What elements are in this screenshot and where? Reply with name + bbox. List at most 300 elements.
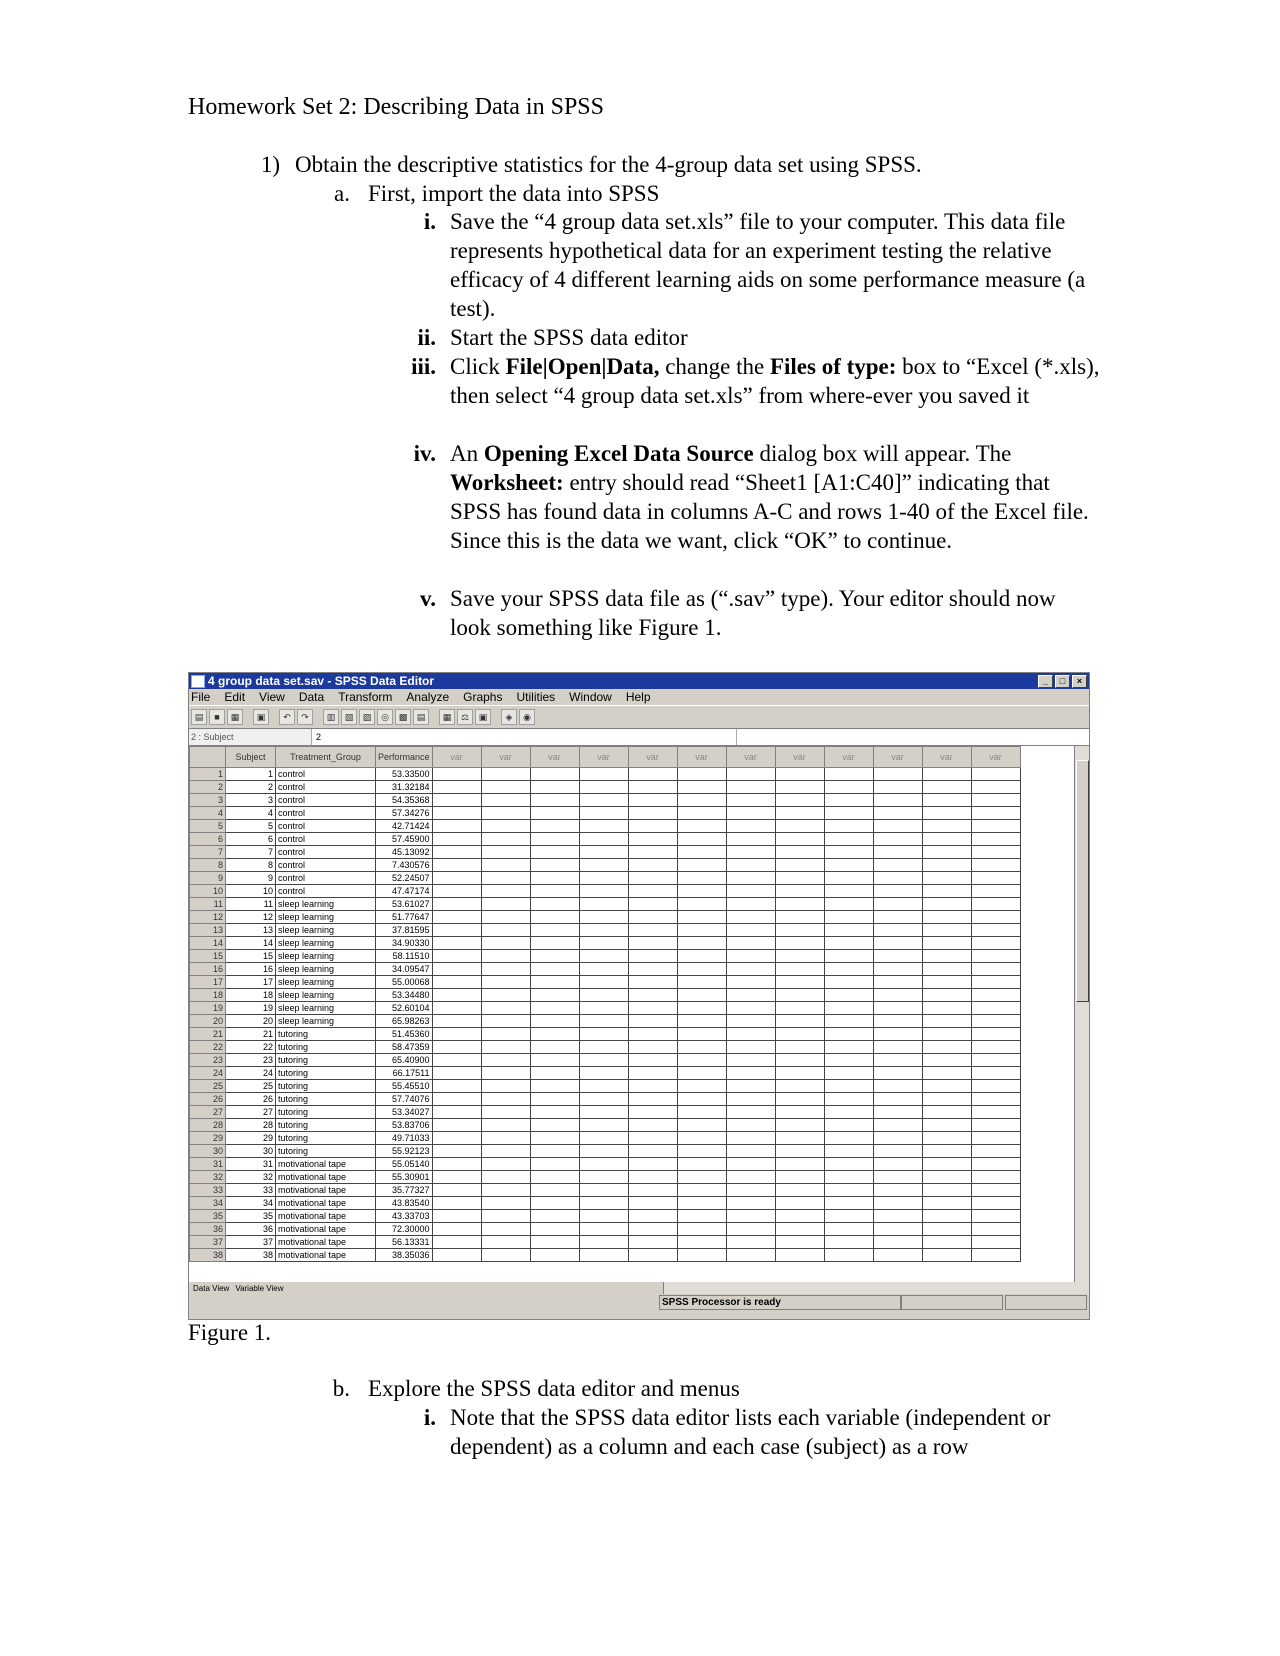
cell-subject[interactable]: 7 [226,846,276,859]
empty-cell[interactable] [824,1197,873,1210]
empty-cell[interactable] [775,1015,824,1028]
empty-cell[interactable] [628,1158,677,1171]
cell-treatment-group[interactable]: sleep learning [276,1002,376,1015]
cell-subject[interactable]: 22 [226,1041,276,1054]
row-number[interactable]: 33 [190,1184,226,1197]
empty-cell[interactable] [481,924,530,937]
row-number[interactable]: 9 [190,872,226,885]
cell-performance[interactable]: 34.90330 [376,937,433,950]
empty-cell[interactable] [432,950,481,963]
empty-cell[interactable] [677,859,726,872]
empty-cell[interactable] [971,859,1020,872]
empty-cell[interactable] [824,1236,873,1249]
empty-cell[interactable] [481,937,530,950]
cell-treatment-group[interactable]: sleep learning [276,924,376,937]
row-number[interactable]: 3 [190,794,226,807]
cell-performance[interactable]: 38.35036 [376,1249,433,1262]
empty-cell[interactable] [971,924,1020,937]
empty-cell[interactable] [530,976,579,989]
cell-subject[interactable]: 38 [226,1249,276,1262]
empty-cell[interactable] [775,1236,824,1249]
empty-cell[interactable] [873,820,922,833]
empty-cell[interactable] [873,768,922,781]
empty-cell[interactable] [873,950,922,963]
empty-cell[interactable] [579,963,628,976]
empty-cell[interactable] [628,898,677,911]
row-number[interactable]: 6 [190,833,226,846]
cell-performance[interactable]: 57.45900 [376,833,433,846]
empty-cell[interactable] [922,1106,971,1119]
empty-cell[interactable] [726,898,775,911]
empty-cell[interactable] [579,794,628,807]
select-cases-icon[interactable]: ▣ [475,709,491,725]
empty-cell[interactable] [922,1158,971,1171]
row-number[interactable]: 36 [190,1223,226,1236]
empty-cell[interactable] [971,1184,1020,1197]
empty-cell[interactable] [922,1119,971,1132]
empty-cell[interactable] [873,781,922,794]
empty-cell[interactable] [432,1249,481,1262]
scroll-thumb[interactable] [1076,760,1089,1002]
empty-cell[interactable] [432,1171,481,1184]
empty-cell[interactable] [726,976,775,989]
empty-cell[interactable] [873,1132,922,1145]
empty-cell[interactable] [873,1223,922,1236]
empty-cell[interactable] [677,846,726,859]
empty-cell[interactable] [628,989,677,1002]
cell-subject[interactable]: 15 [226,950,276,963]
row-number[interactable]: 14 [190,937,226,950]
empty-cell[interactable] [775,937,824,950]
empty-cell[interactable] [677,963,726,976]
empty-cell[interactable] [922,976,971,989]
empty-cell[interactable] [824,989,873,1002]
menu-utilities[interactable]: Utilities [516,690,556,704]
empty-cell[interactable] [873,794,922,807]
empty-cell[interactable] [628,937,677,950]
empty-cell[interactable] [579,911,628,924]
empty-cell[interactable] [530,1158,579,1171]
menu-data[interactable]: Data [298,690,325,704]
cell-subject[interactable]: 8 [226,859,276,872]
column-header-treatment-group[interactable]: Treatment_Group [276,747,376,768]
empty-cell[interactable] [432,833,481,846]
empty-cell[interactable] [775,794,824,807]
empty-cell[interactable] [775,1041,824,1054]
cell-performance[interactable]: 65.98263 [376,1015,433,1028]
empty-cell[interactable] [922,1015,971,1028]
empty-cell[interactable] [481,911,530,924]
empty-cell[interactable] [677,1067,726,1080]
row-number[interactable]: 15 [190,950,226,963]
empty-cell[interactable] [922,1002,971,1015]
cell-subject[interactable]: 2 [226,781,276,794]
cell-treatment-group[interactable]: motivational tape [276,1184,376,1197]
empty-cell[interactable] [726,859,775,872]
empty-cell[interactable] [677,1236,726,1249]
empty-cell[interactable] [481,885,530,898]
empty-cell[interactable] [726,872,775,885]
empty-cell[interactable] [824,846,873,859]
empty-cell[interactable] [579,1041,628,1054]
row-number[interactable]: 21 [190,1028,226,1041]
empty-cell[interactable] [530,833,579,846]
empty-cell[interactable] [971,1054,1020,1067]
empty-cell[interactable] [726,1223,775,1236]
empty-cell[interactable] [677,833,726,846]
empty-cell[interactable] [775,1054,824,1067]
empty-cell[interactable] [873,1184,922,1197]
empty-cell[interactable] [628,846,677,859]
empty-cell[interactable] [432,1197,481,1210]
empty-cell[interactable] [677,1145,726,1158]
empty-cell[interactable] [579,950,628,963]
cell-treatment-group[interactable]: sleep learning [276,911,376,924]
empty-cell[interactable] [579,1249,628,1262]
cell-subject[interactable]: 34 [226,1197,276,1210]
row-number[interactable]: 12 [190,911,226,924]
empty-cell[interactable] [677,1223,726,1236]
menu-graphs[interactable]: Graphs [463,690,503,704]
empty-cell[interactable] [481,794,530,807]
empty-cell[interactable] [530,807,579,820]
empty-cell[interactable] [922,1145,971,1158]
empty-cell[interactable] [432,1119,481,1132]
cell-treatment-group[interactable]: sleep learning [276,898,376,911]
empty-cell[interactable] [481,1067,530,1080]
empty-cell[interactable] [971,1119,1020,1132]
value-labels-icon[interactable]: ◈ [501,709,517,725]
cell-performance[interactable]: 56.13331 [376,1236,433,1249]
empty-cell[interactable] [873,1236,922,1249]
empty-cell[interactable] [971,1002,1020,1015]
cell-treatment-group[interactable]: control [276,885,376,898]
empty-cell[interactable] [530,1223,579,1236]
cell-performance[interactable]: 34.09547 [376,963,433,976]
cell-value-input[interactable]: 2 [312,729,737,745]
empty-cell[interactable] [530,1067,579,1080]
cell-treatment-group[interactable]: sleep learning [276,937,376,950]
cell-subject[interactable]: 36 [226,1223,276,1236]
empty-cell[interactable] [481,1197,530,1210]
empty-cell[interactable] [922,1041,971,1054]
empty-cell[interactable] [824,1080,873,1093]
empty-cell[interactable] [432,924,481,937]
menu-window[interactable]: Window [569,690,612,704]
empty-cell[interactable] [481,1028,530,1041]
cell-subject[interactable]: 24 [226,1067,276,1080]
cell-performance[interactable]: 43.83540 [376,1197,433,1210]
cell-subject[interactable]: 6 [226,833,276,846]
empty-cell[interactable] [971,1132,1020,1145]
empty-cell[interactable] [530,1171,579,1184]
row-number[interactable]: 20 [190,1015,226,1028]
empty-cell[interactable] [922,820,971,833]
empty-cell[interactable] [726,963,775,976]
empty-cell[interactable] [873,963,922,976]
row-number[interactable]: 13 [190,924,226,937]
empty-cell[interactable] [824,1054,873,1067]
cell-treatment-group[interactable]: motivational tape [276,1223,376,1236]
column-header-var[interactable]: var [432,747,481,768]
cell-performance[interactable]: 65.40900 [376,1054,433,1067]
empty-cell[interactable] [726,846,775,859]
empty-cell[interactable] [432,1028,481,1041]
row-number[interactable]: 24 [190,1067,226,1080]
redo-icon[interactable]: ↷ [297,709,313,725]
empty-cell[interactable] [971,1093,1020,1106]
empty-cell[interactable] [775,1197,824,1210]
row-number[interactable]: 32 [190,1171,226,1184]
row-number[interactable]: 27 [190,1106,226,1119]
empty-cell[interactable] [775,1158,824,1171]
empty-cell[interactable] [824,1158,873,1171]
empty-cell[interactable] [530,1106,579,1119]
empty-cell[interactable] [530,820,579,833]
empty-cell[interactable] [922,924,971,937]
empty-cell[interactable] [530,1184,579,1197]
empty-cell[interactable] [579,1054,628,1067]
empty-cell[interactable] [873,1093,922,1106]
empty-cell[interactable] [628,1197,677,1210]
empty-cell[interactable] [971,846,1020,859]
empty-cell[interactable] [775,963,824,976]
empty-cell[interactable] [579,1197,628,1210]
empty-cell[interactable] [775,989,824,1002]
empty-cell[interactable] [922,885,971,898]
empty-cell[interactable] [530,963,579,976]
cell-subject[interactable]: 17 [226,976,276,989]
empty-cell[interactable] [677,924,726,937]
empty-cell[interactable] [775,976,824,989]
column-header-subject[interactable]: Subject [226,747,276,768]
empty-cell[interactable] [628,1054,677,1067]
empty-cell[interactable] [432,768,481,781]
row-number[interactable]: 1 [190,768,226,781]
empty-cell[interactable] [677,1015,726,1028]
empty-cell[interactable] [971,807,1020,820]
empty-cell[interactable] [971,1145,1020,1158]
empty-cell[interactable] [922,1028,971,1041]
empty-cell[interactable] [873,807,922,820]
empty-cell[interactable] [873,1067,922,1080]
empty-cell[interactable] [824,781,873,794]
empty-cell[interactable] [824,924,873,937]
empty-cell[interactable] [726,924,775,937]
empty-cell[interactable] [922,794,971,807]
vertical-scrollbar[interactable] [1074,746,1089,1282]
empty-cell[interactable] [579,833,628,846]
empty-cell[interactable] [824,950,873,963]
empty-cell[interactable] [481,1080,530,1093]
cell-subject[interactable]: 5 [226,820,276,833]
row-number[interactable]: 35 [190,1210,226,1223]
empty-cell[interactable] [775,1028,824,1041]
empty-cell[interactable] [922,1184,971,1197]
column-header-var[interactable]: var [530,747,579,768]
column-header-var[interactable]: var [873,747,922,768]
empty-cell[interactable] [481,1106,530,1119]
empty-cell[interactable] [971,1015,1020,1028]
cell-performance[interactable]: 66.17511 [376,1067,433,1080]
cell-treatment-group[interactable]: tutoring [276,1067,376,1080]
empty-cell[interactable] [775,846,824,859]
empty-cell[interactable] [579,1002,628,1015]
empty-cell[interactable] [971,1236,1020,1249]
column-header-var[interactable]: var [922,747,971,768]
empty-cell[interactable] [530,1080,579,1093]
empty-cell[interactable] [677,1210,726,1223]
empty-cell[interactable] [824,1015,873,1028]
empty-cell[interactable] [824,1119,873,1132]
empty-cell[interactable] [873,859,922,872]
empty-cell[interactable] [873,833,922,846]
cell-treatment-group[interactable]: sleep learning [276,989,376,1002]
empty-cell[interactable] [873,1041,922,1054]
empty-cell[interactable] [432,1236,481,1249]
row-number[interactable]: 25 [190,1080,226,1093]
empty-cell[interactable] [628,924,677,937]
empty-cell[interactable] [628,781,677,794]
cell-subject[interactable]: 29 [226,1132,276,1145]
empty-cell[interactable] [530,1197,579,1210]
cell-subject[interactable]: 23 [226,1054,276,1067]
empty-cell[interactable] [579,768,628,781]
empty-cell[interactable] [432,976,481,989]
cell-treatment-group[interactable]: control [276,768,376,781]
empty-cell[interactable] [628,1184,677,1197]
empty-cell[interactable] [530,937,579,950]
cell-performance[interactable]: 58.11510 [376,950,433,963]
empty-cell[interactable] [432,1145,481,1158]
empty-cell[interactable] [677,872,726,885]
cell-subject[interactable]: 35 [226,1210,276,1223]
empty-cell[interactable] [775,1249,824,1262]
tab-data-view[interactable]: Data View [193,1283,230,1293]
empty-cell[interactable] [432,781,481,794]
empty-cell[interactable] [628,768,677,781]
empty-cell[interactable] [922,963,971,976]
empty-cell[interactable] [971,1080,1020,1093]
empty-cell[interactable] [481,1184,530,1197]
empty-cell[interactable] [628,1028,677,1041]
empty-cell[interactable] [971,794,1020,807]
menu-edit[interactable]: Edit [224,690,246,704]
empty-cell[interactable] [530,1002,579,1015]
cell-performance[interactable]: 55.00068 [376,976,433,989]
empty-cell[interactable] [432,820,481,833]
cell-subject[interactable]: 27 [226,1106,276,1119]
empty-cell[interactable] [677,911,726,924]
empty-cell[interactable] [481,820,530,833]
empty-cell[interactable] [922,1132,971,1145]
empty-cell[interactable] [432,1210,481,1223]
empty-cell[interactable] [922,1054,971,1067]
cell-treatment-group[interactable]: control [276,794,376,807]
empty-cell[interactable] [677,937,726,950]
empty-cell[interactable] [628,807,677,820]
goto-case-icon[interactable]: ▧ [341,709,357,725]
empty-cell[interactable] [579,976,628,989]
empty-cell[interactable] [579,885,628,898]
empty-cell[interactable] [677,1080,726,1093]
empty-cell[interactable] [824,768,873,781]
empty-cell[interactable] [775,911,824,924]
empty-cell[interactable] [579,1145,628,1158]
empty-cell[interactable] [628,1249,677,1262]
empty-cell[interactable] [726,1067,775,1080]
empty-cell[interactable] [579,1236,628,1249]
empty-cell[interactable] [824,807,873,820]
cell-treatment-group[interactable]: tutoring [276,1041,376,1054]
empty-cell[interactable] [530,1132,579,1145]
empty-cell[interactable] [873,989,922,1002]
empty-cell[interactable] [824,963,873,976]
empty-cell[interactable] [530,989,579,1002]
empty-cell[interactable] [922,1093,971,1106]
empty-cell[interactable] [726,781,775,794]
empty-cell[interactable] [579,1132,628,1145]
empty-cell[interactable] [971,1223,1020,1236]
cell-performance[interactable]: 51.45360 [376,1028,433,1041]
cell-performance[interactable]: 53.83706 [376,1119,433,1132]
empty-cell[interactable] [873,937,922,950]
cell-subject[interactable]: 4 [226,807,276,820]
row-number[interactable]: 11 [190,898,226,911]
row-number[interactable]: 29 [190,1132,226,1145]
empty-cell[interactable] [775,1002,824,1015]
cell-performance[interactable]: 52.60104 [376,1002,433,1015]
empty-cell[interactable] [432,1067,481,1080]
cell-performance[interactable]: 53.61027 [376,898,433,911]
empty-cell[interactable] [432,885,481,898]
empty-cell[interactable] [726,807,775,820]
cell-performance[interactable]: 55.45510 [376,1080,433,1093]
empty-cell[interactable] [824,1041,873,1054]
empty-cell[interactable] [628,885,677,898]
empty-cell[interactable] [530,781,579,794]
empty-cell[interactable] [530,1054,579,1067]
cell-treatment-group[interactable]: sleep learning [276,1015,376,1028]
empty-cell[interactable] [824,1028,873,1041]
row-number[interactable]: 5 [190,820,226,833]
cell-subject[interactable]: 3 [226,794,276,807]
empty-cell[interactable] [922,859,971,872]
empty-cell[interactable] [579,859,628,872]
empty-cell[interactable] [922,1223,971,1236]
cell-treatment-group[interactable]: sleep learning [276,950,376,963]
empty-cell[interactable] [677,1093,726,1106]
empty-cell[interactable] [971,1028,1020,1041]
row-number[interactable]: 22 [190,1041,226,1054]
empty-cell[interactable] [677,950,726,963]
row-number[interactable]: 19 [190,1002,226,1015]
empty-cell[interactable] [481,1002,530,1015]
empty-cell[interactable] [775,885,824,898]
variables-icon[interactable]: ▨ [359,709,375,725]
dialog-recall-icon[interactable]: ▣ [253,709,269,725]
cell-performance[interactable]: 35.77327 [376,1184,433,1197]
empty-cell[interactable] [971,911,1020,924]
empty-cell[interactable] [432,846,481,859]
empty-cell[interactable] [775,1223,824,1236]
cell-performance[interactable]: 43.33703 [376,1210,433,1223]
empty-cell[interactable] [677,1184,726,1197]
empty-cell[interactable] [971,1210,1020,1223]
empty-cell[interactable] [481,846,530,859]
row-number[interactable]: 4 [190,807,226,820]
weight-cases-icon[interactable]: ⚖ [457,709,473,725]
